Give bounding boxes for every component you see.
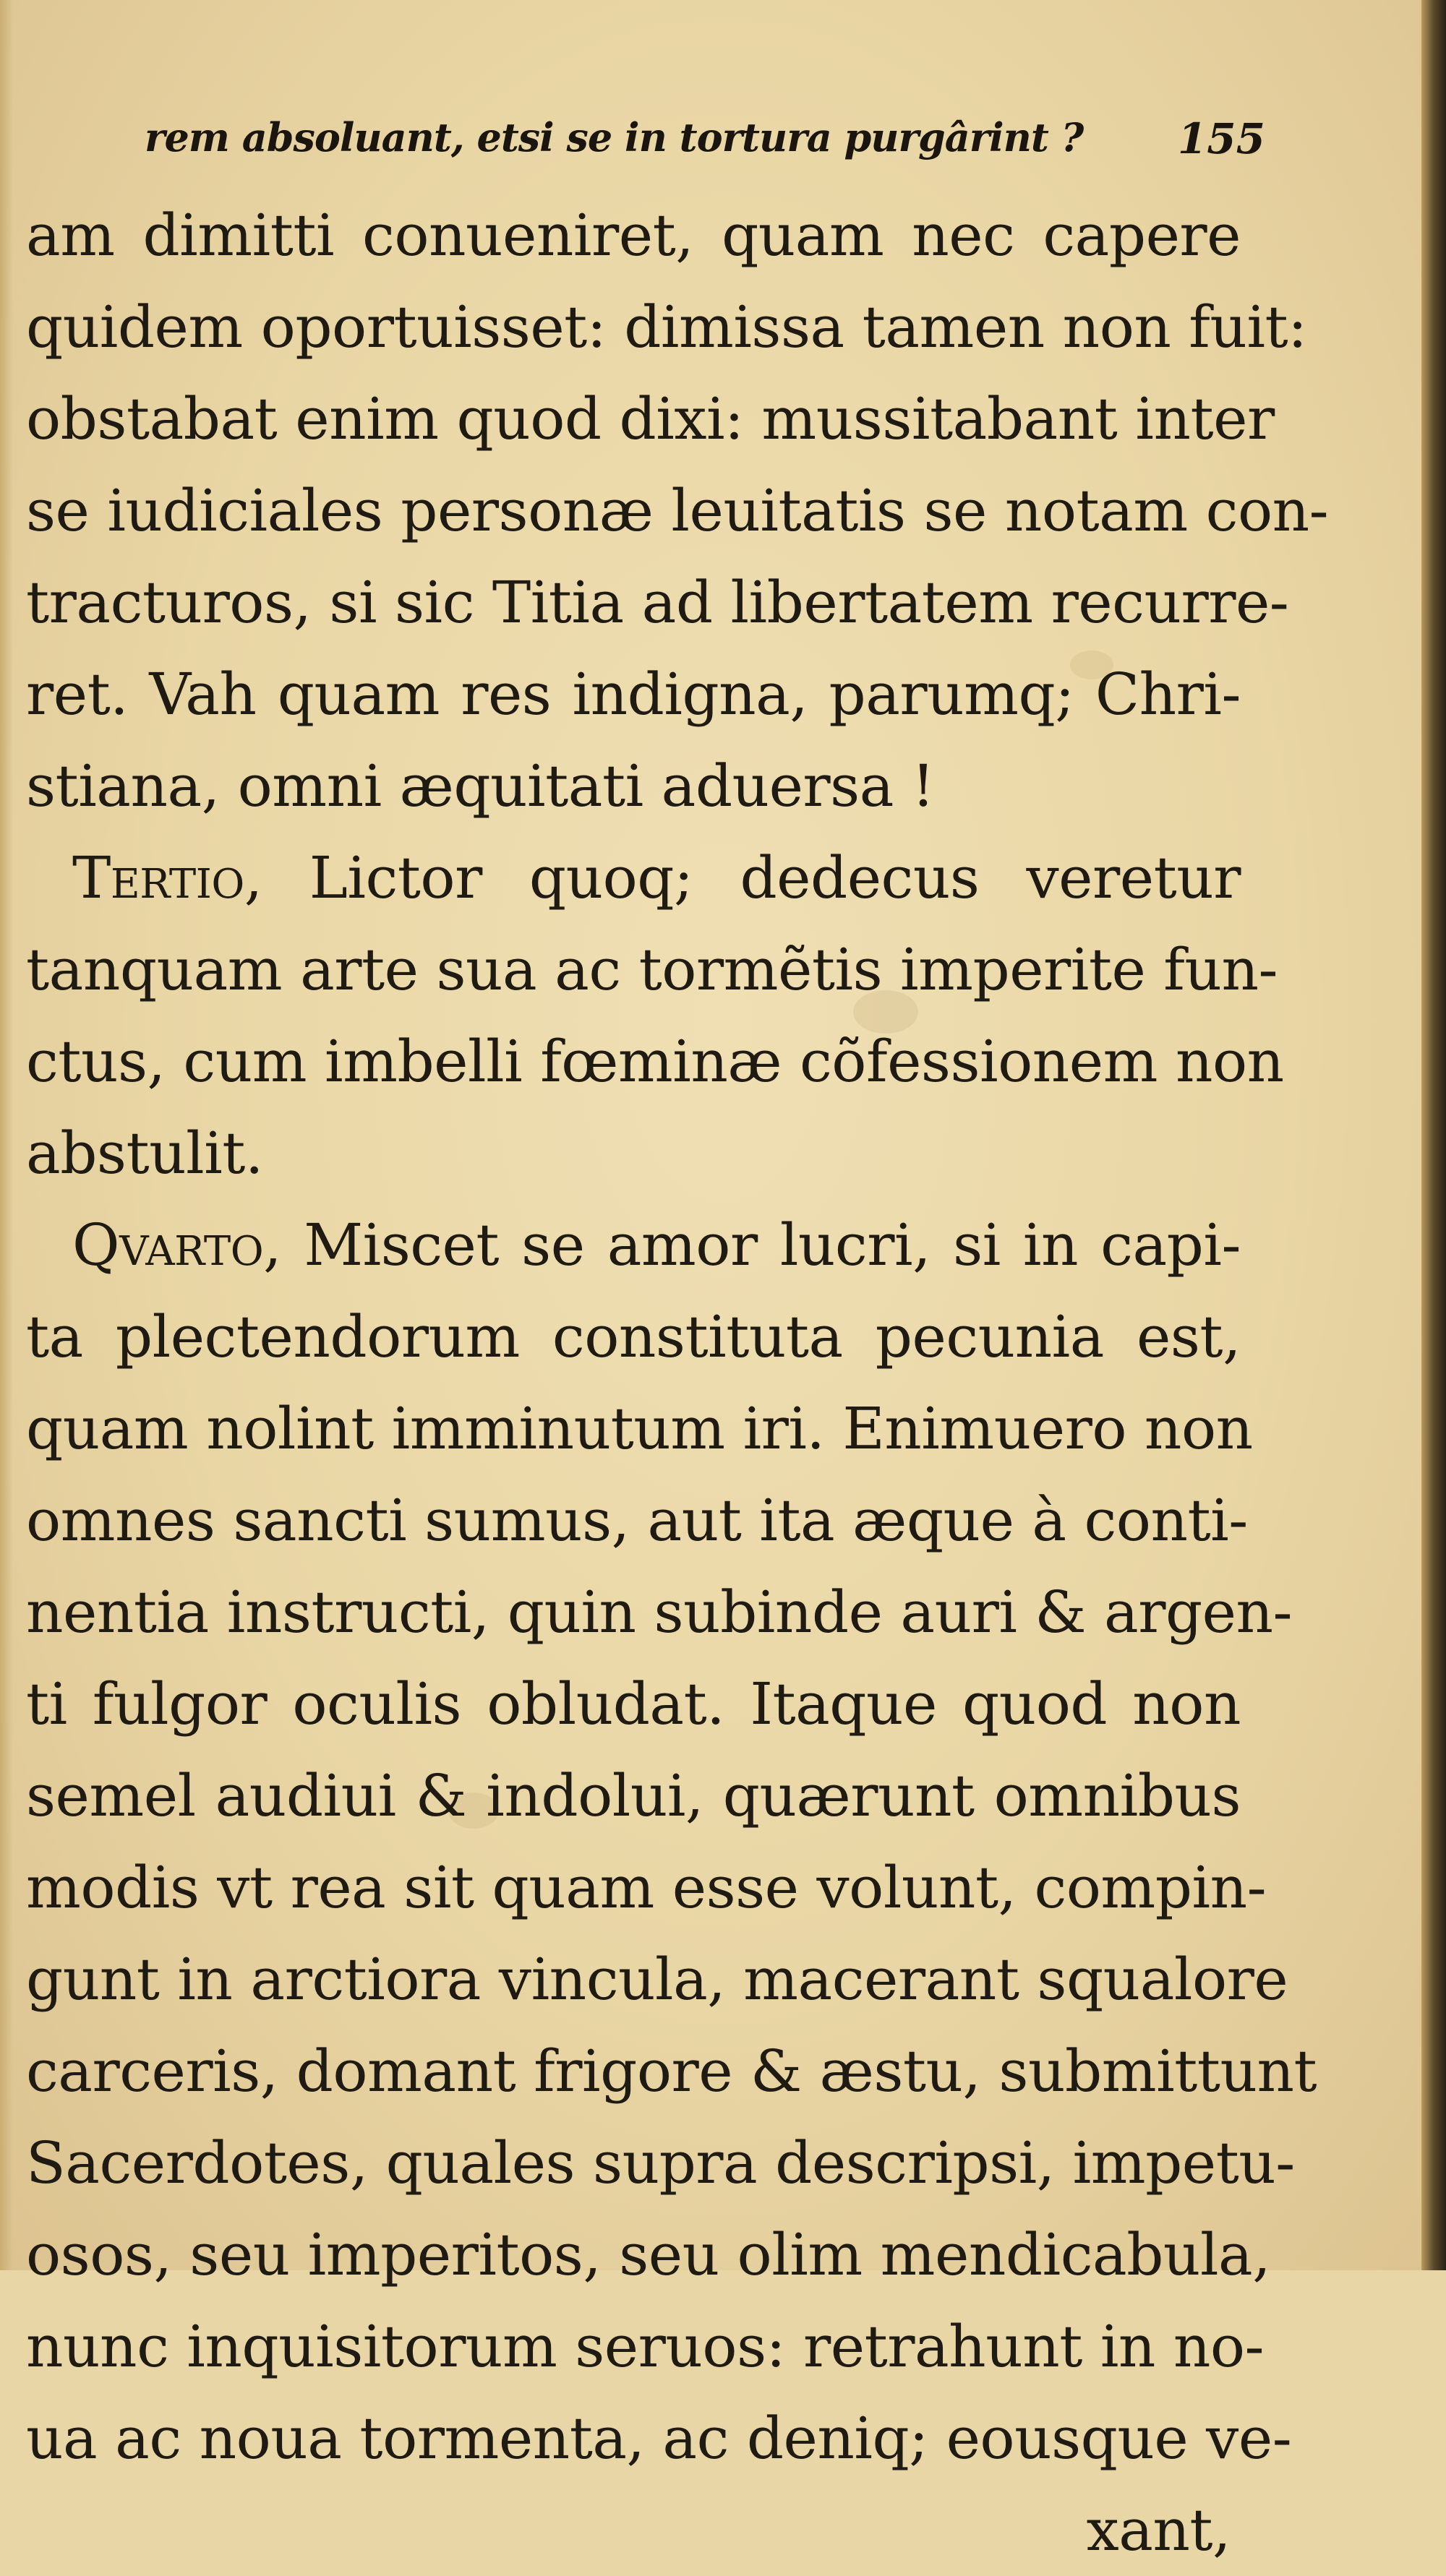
running-head (145, 108, 1265, 173)
page-left-edge (0, 0, 13, 2270)
text-line: ret. Vah quam res indigna, parumq; Chri- (26, 661, 1241, 728)
text-line: quidem oportuisset: dimissa tamen non fuit: (26, 293, 1307, 361)
text-line: am dimitti conueniret, quam nec capere (26, 202, 1241, 269)
text-line: semel audiui & indolui, quærunt omnibus (26, 1762, 1241, 1829)
text-line: tracturos, si sic Titia ad libertatem recurre- (26, 569, 1289, 636)
text-line: modis vt rea sit quam esse volunt, compin- (26, 1854, 1267, 1921)
text-line: Tertio, Lictor quoq; dedecus veretur (72, 844, 1241, 911)
text-line: ctus, cum imbelli fœminæ cõfessionem non (26, 1028, 1284, 1095)
section-lead-word: Tertio, (72, 844, 262, 911)
text-line: omnes sancti sumus, aut ita æque à conti- (26, 1487, 1248, 1554)
text-line: stiana, omni æquitati aduersa ! (26, 752, 935, 820)
text-line: ua ac noua tormenta, ac deniq; eousque ve- (26, 2405, 1292, 2472)
text-line: tanquam arte sua ac tormẽtis imperite fun- (26, 936, 1278, 1003)
text-line: ta plectendorum constituta pecunia est, (26, 1303, 1241, 1370)
page-number: 155 (1177, 114, 1265, 163)
text-line: gunt in arctiora vincula, macerant squalore (26, 1946, 1288, 2013)
text-line: abstulit. (26, 1120, 263, 1187)
text-line: obstabat enim quod dixi: mussitabant inter (26, 385, 1275, 452)
text-line: quam nolint imminutum iri. Enimuero non (26, 1395, 1253, 1462)
binding-gutter (1421, 0, 1446, 2270)
text-line: xant, (1086, 2496, 1231, 2564)
running-head-title: rem absoluant, etsi se in tortura purgârint ? (145, 114, 1084, 160)
text-line: nunc inquisitorum seruos: retrahunt in no- (26, 2313, 1265, 2380)
text-line: nentia instructi, quin subinde auri & argen- (26, 1579, 1293, 1646)
section-lead-word: Qvarto, (72, 1211, 282, 1279)
text-line: se iudiciales personæ leuitatis se notam con- (26, 477, 1329, 544)
body-text (26, 189, 1329, 2576)
text-line: carceris, domant frigore & æstu, submittunt (26, 2038, 1317, 2105)
text-line: Sacerdotes, quales supra descripsi, impetu- (26, 2129, 1295, 2197)
text-line: osos, seu imperitos, seu olim mendicabula, (26, 2221, 1271, 2288)
text-line: Qvarto, Miscet se amor lucri, si in capi- (72, 1211, 1241, 1279)
text-line: ti fulgor oculis obludat. Itaque quod non (26, 1670, 1241, 1738)
